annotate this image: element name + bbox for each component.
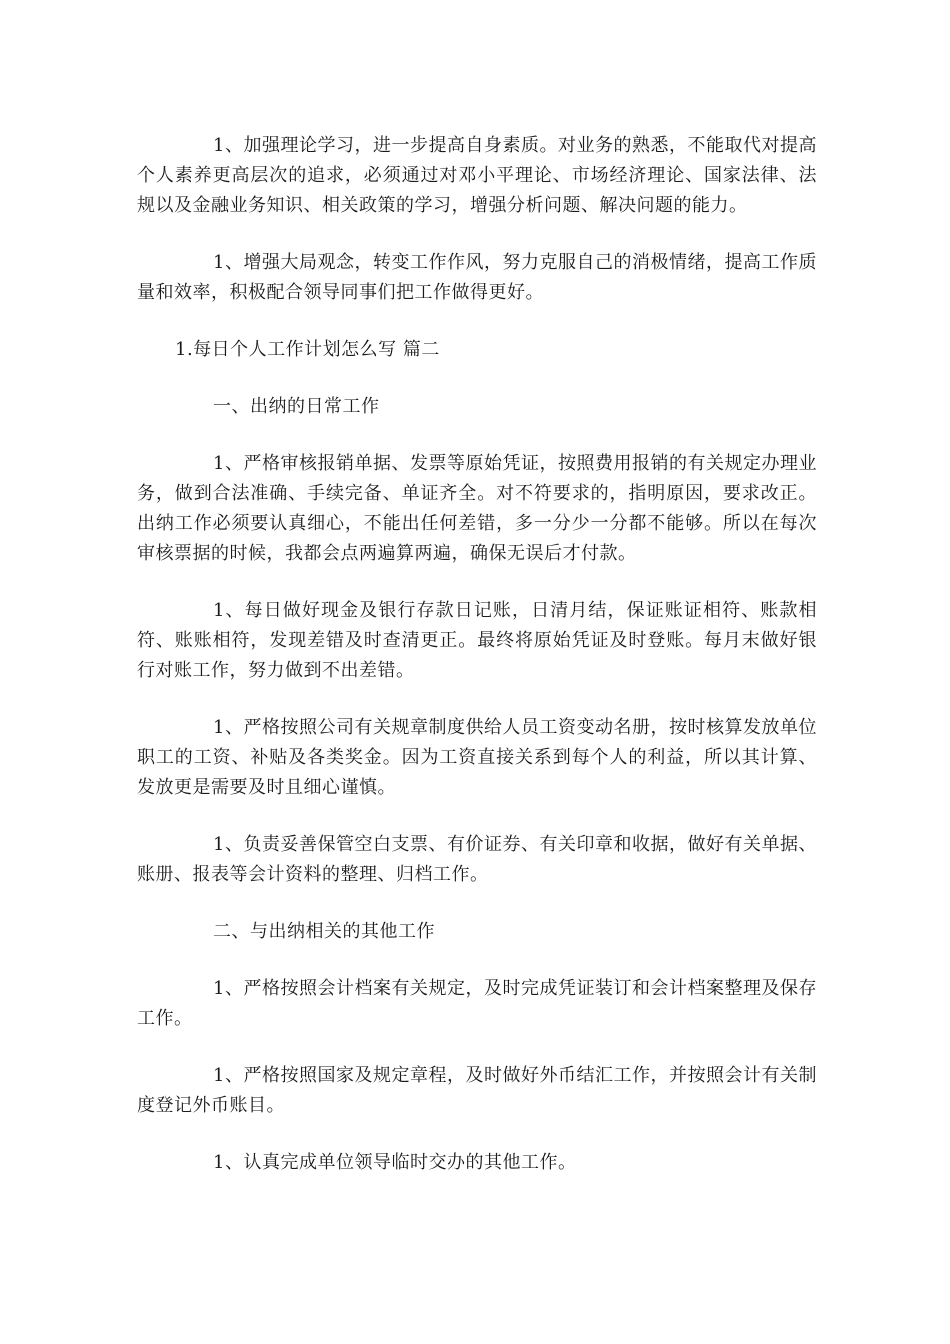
subheading-daily-work: 一、出纳的日常工作 [213, 396, 380, 417]
paragraph-1: 1、加强理论学习，进一步提高自身素质。对业务的熟悉，不能取代对提高个人素养更高层次的追求，必须通过对邓小平理论、市场经济理论、国家法律、法规以及金融业务知识、相关政策的学习，增强分析问题、解决问题的能力。 [137, 135, 817, 216]
paragraph-6: 1、负责妥善保管空白支票、有价证券、有关印章和收据，做好有关单据、账册、报表等会计资料的整理、归档工作。 [137, 834, 817, 885]
paragraph-7: 1、严格按照会计档案有关规定，及时完成凭证装订和会计档案整理及保存工作。 [137, 978, 817, 1029]
paragraph-5: 1、严格按照公司有关规章制度供给人员工资变动名册，按时核算发放单位职工的工资、补贴及各类奖金。因为工资直接关系到每个人的利益，所以其计算、发放更是需要及时且细心谨慎。 [137, 717, 817, 798]
paragraph-9: 1、认真完成单位领导临时交办的其他工作。 [213, 1152, 577, 1173]
document-body [137, 131, 817, 1205]
paragraph-8: 1、严格按照国家及规定章程，及时做好外币结汇工作，并按照会计有关制度登记外币账目。 [137, 1065, 817, 1116]
section-heading: 1.每日个人工作计划怎么写 篇二 [175, 339, 440, 360]
paragraph-3: 1、严格审核报销单据、发票等原始凭证，按照费用报销的有关规定办理业务，做到合法准确、手续完备、单证齐全。对不符要求的，指明原因，要求改正。出纳工作必须要认真细心，不能出任何差错，多一分少一分都不能够。所以在每次审核票据的时候，我都会点两遍算两遍，确保无误后才付款。 [137, 453, 817, 564]
subheading-other-work: 二、与出纳相关的其他工作 [213, 921, 435, 942]
paragraph-2: 1、增强大局观念，转变工作作风，努力克服自己的消极情绪，提高工作质量和效率，积极配合领导同事们把工作做得更好。 [137, 252, 817, 303]
paragraph-4: 1、每日做好现金及银行存款日记账，日清月结，保证账证相符、账款相符、账账相符，发现差错及时查清更正。最终将原始凭证及时登账。每月末做好银行对账工作，努力做到不出差错。 [137, 600, 817, 681]
